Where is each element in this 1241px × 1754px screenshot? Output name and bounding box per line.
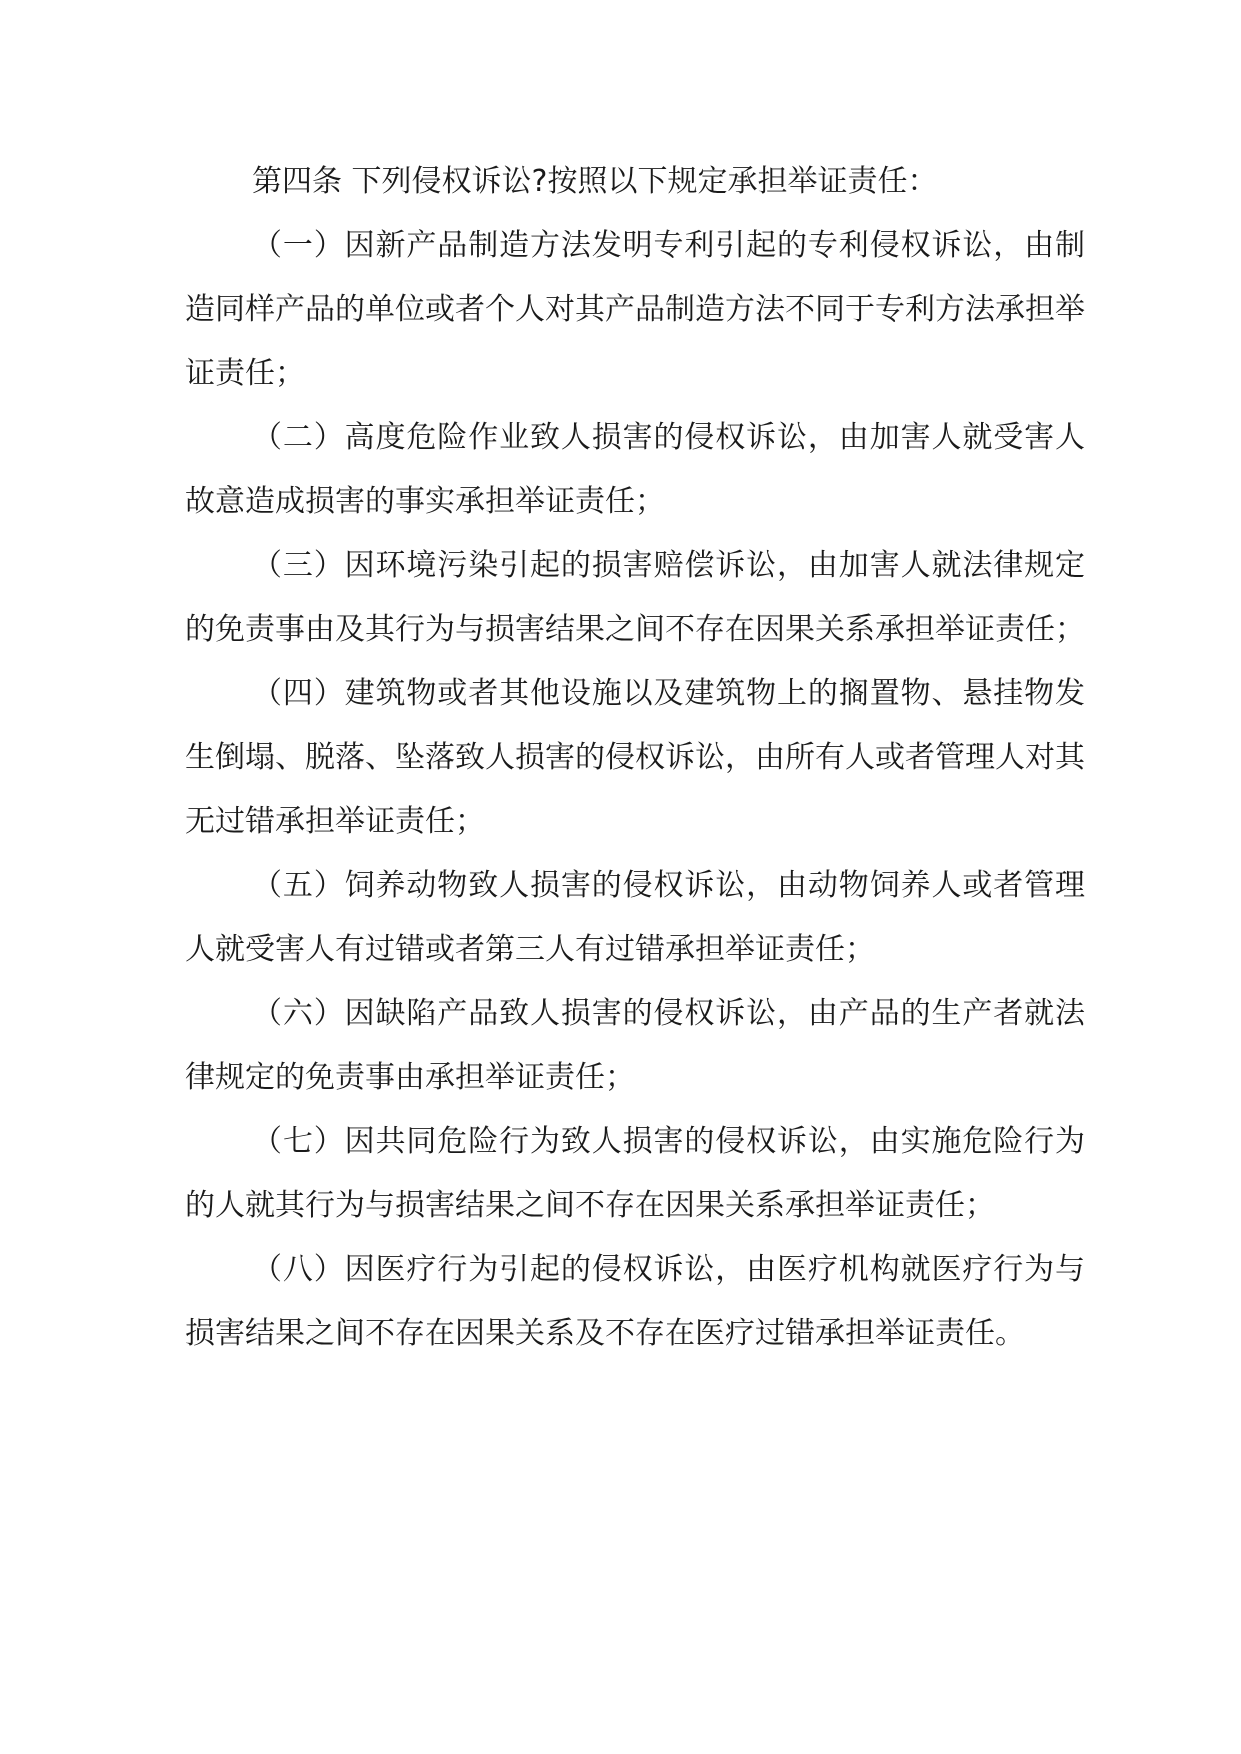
clause-7: （七）因共同危险行为致人损害的侵权诉讼，由实施危险行为的人就其行为与损害结果之间不存在因果关系承担举证责任； [185,1124,1085,1223]
document-body [185,150,1085,1366]
clause-8: （八）因医疗行为引起的侵权诉讼，由医疗机构就医疗行为与损害结果之间不存在因果关系及不存在医疗过错承担举证责任。 [185,1252,1085,1351]
clause-5: （五）饲养动物致人损害的侵权诉讼，由动物饲养人或者管理人就受害人有过错或者第三人有过错承担举证责任； [185,868,1085,967]
clause-4: （四）建筑物或者其他设施以及建筑物上的搁置物、悬挂物发生倒塌、脱落、坠落致人损害的侵权诉讼，由所有人或者管理人对其无过错承担举证责任； [185,676,1085,839]
clause-1: （一）因新产品制造方法发明专利引起的专利侵权诉讼，由制造同样产品的单位或者个人对其产品制造方法不同于专利方法承担举证责任； [185,228,1085,391]
clause-3: （三）因环境污染引起的损害赔偿诉讼，由加害人就法律规定的免责事由及其行为与损害结果之间不存在因果关系承担举证责任； [185,548,1085,647]
article-heading: 第四条 下列侵权诉讼?按照以下规定承担举证责任： [252,164,938,199]
clause-6: （六）因缺陷产品致人损害的侵权诉讼，由产品的生产者就法律规定的免责事由承担举证责任； [185,996,1085,1095]
clause-2: （二）高度危险作业致人损害的侵权诉讼，由加害人就受害人故意造成损害的事实承担举证责任； [185,420,1085,519]
